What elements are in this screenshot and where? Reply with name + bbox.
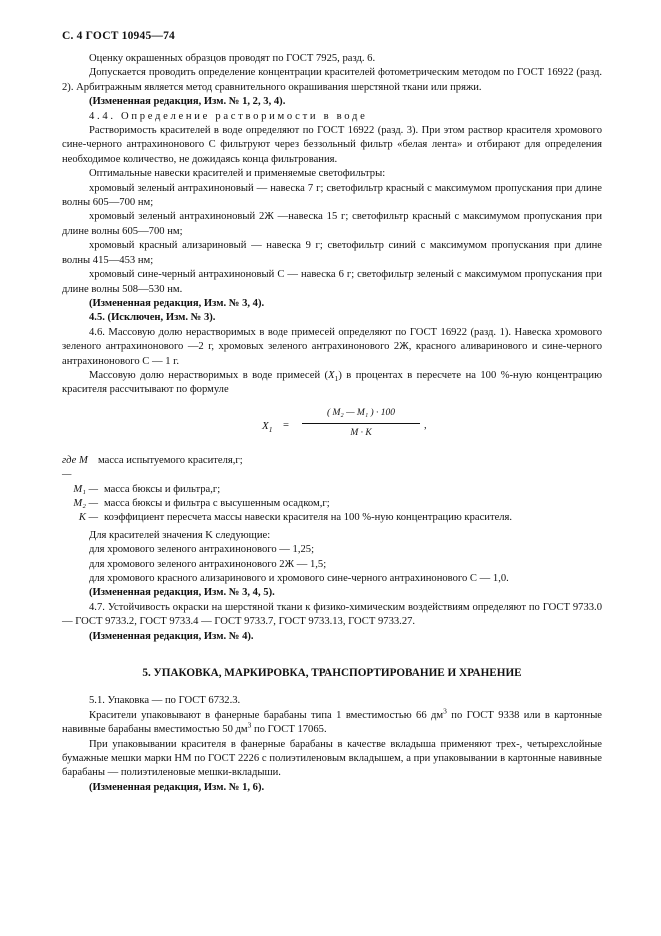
formula-numerator: ( M₂ — M₁ ) · 100 [326,407,396,418]
list-item: хромовый зеленый антрахиноновый 2Ж —навеска 15 г; светофильтр красный с максимумом пропускания при длине волны 605—700 нм; [62,211,602,237]
variable-definition [62,511,602,525]
edition-note: (Измененная редакция, Изм. № 1, 6). [89,781,265,793]
list-item: для хромового зеленого антрахинонового — 1,25; [89,544,315,556]
paragraph: 4.6. Массовую долю нерастворимых в воде примесей определяют по ГОСТ 16922 (разд. 1). Навеска хромового зеленого антрахинонового —2 г, хромовых зеленого антрахинонового 2Ж, красного аливаринового и сине-черного антрахинонового С — 1 г. [62,326,602,367]
list-item: для хромового красного ализаринового и хромового сине-черного антрахинонового С — 1,0. [89,573,509,584]
text-run: по ГОСТ 17065. [251,724,327,736]
list-item: хромовый сине-черный антрахиноновый С — навеска 6 г; светофильтр зеленый с максимумом пропускания при длине волны 508—530 нм. [62,269,602,295]
list-item: хромовый зеленый антрахиноновый — навеска 7 г; светофильтр красный с максимумом пропускания при длине волны 605—700 нм; [62,182,602,209]
fraction-line [302,423,420,424]
text-run: по ГОСТ 9338 или в картонные навивные барабаны вместимостью 50 дм [62,709,603,736]
variable-text: масса бюксы и фильтра с высушенным осадком,г; [104,497,330,509]
variable-symbol: K — [78,512,98,524]
superscript: 3 [443,706,447,716]
paragraph: Оптимальные навески красителей и применяемые светофильтры: [89,168,386,180]
edition-note: (Измененная редакция, Изм. № 4). [89,630,254,642]
list-item: хромовый красный ализариновый — навеска 9 г; светофильтр синий с максимумом пропускания при длине волны 415—453 нм; [62,240,602,266]
paragraph: При упаковывании красителя в фанерные барабаны в качестве вкладыша применяют трех-, четырехслойные бумажные мешки марки НМ по ГОСТ 2226 с полиэтиленовым вкладышем, а при упаковывании в картонные навивные барабаны — полиэтиленовые мешки-вкладыши. [62,738,602,779]
edition-note: (Измененная редакция, Изм. № 3, 4, 5). [89,587,275,599]
variable-symbol: где M — [62,454,88,481]
variable-symbol: M₁ — [73,483,98,495]
paragraph: Оценку окрашенных образцов проводят по ГОСТ 7925, разд. 6. [89,53,376,64]
text-run: Массовую долю нерастворимых в воде примесей ( [89,369,329,381]
text-run: ) в процентах в пересчете на 100 %-ную концентрацию красителя рассчитывают по формуле [62,369,602,396]
formula [62,406,602,446]
list-item: для хромового зеленого антрахинонового 2Ж — 1,5; [89,558,327,570]
paragraph: 4.7. Устойчивость окраски на шерстяной ткани к физико-химическим воздействиям определяют по ГОСТ 9733.0 — ГОСТ 9733.2, ГОСТ 9733.4 — ГОСТ 9733.7, ГОСТ 9733.13, ГОСТ 9733.27. [62,601,602,628]
paragraph: Растворимость красителей в воде определяют по ГОСТ 16922 (разд. 3). При этом раствор красителя хромового сине-черного антрахинонового С фильтруют через беззольный фильтр «белая лента» и отбирают для определения необходимое количество, не дожидаясь конца фильтрования. [62,125,602,165]
edition-note: (Измененная редакция, Изм. № 1, 2, 3, 4). [89,96,286,108]
paragraph: Допускается проводить определение концентрации красителей фотометрическим методом по ГОСТ 16922 (разд. 2). Арбитражным является метод сравнительного окрашивания шерстяной ткани или пряжи. [62,67,602,93]
paragraph: Для красителей значения K следующие: [89,529,271,541]
formula-lhs [262,419,272,433]
formula-tail: , [424,419,427,431]
superscript: 3 [247,720,252,730]
formula-lhs-symbol: X [262,419,269,432]
variable: X [328,369,335,381]
variable-text: коэффициент пересчета массы навески красителя на 100 %-ную концентрацию красителя. [104,512,513,524]
page-header: С. 4 ГОСТ 10945—74 [62,30,175,42]
variable-symbol: M₂ — [73,497,98,509]
variable-definition [62,497,602,511]
variable-definition [62,483,602,497]
edition-note: (Измененная редакция, Изм. № 3, 4). [89,297,265,309]
document-body [62,52,602,795]
excluded-note: 4.5. (Исключен, Изм. № 3). [89,312,216,324]
paragraph [62,369,602,398]
formula-lhs-subscript: 1 [268,424,273,434]
section-heading: 5. УПАКОВКА, МАРКИРОВКА, ТРАНСПОРТИРОВАНИЕ И ХРАНЕНИЕ [142,667,522,680]
formula-equals: = [283,419,289,431]
paragraph [62,706,603,738]
formula-denominator: M · K [350,427,372,438]
subsection-heading: 4.4. Определение растворимости в воде [89,110,368,122]
variable-definition [62,454,602,483]
text-run: Красители упаковывают в фанерные барабаны типа 1 вместимостью 66 дм [89,709,444,721]
paragraph: 5.1. Упаковка — по ГОСТ 6732.3. [89,695,241,707]
variable-text: масса бюксы и фильтра,г; [104,483,221,495]
variable-text: масса испытуемого красителя,г; [98,454,243,466]
subscript: 1 [334,374,339,384]
